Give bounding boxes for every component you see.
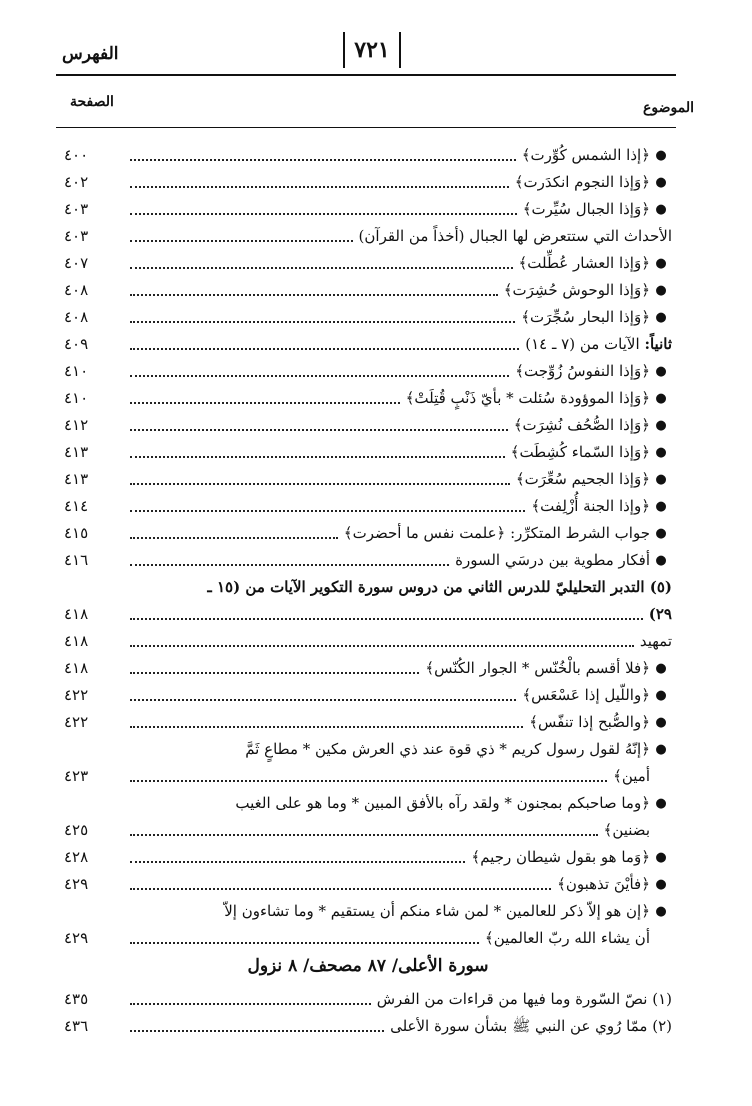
entry-text: ﴿وَإذا الموؤودة سُئلت * بأيّ ذَنْبٍ قُتِلَتْ﴾ — [405, 389, 650, 407]
entry-text: ﴿فلا أقسم بالْخُنّس * الجوار الكُنّس﴾ — [425, 659, 650, 677]
entry-page: ٤٢٥ — [64, 821, 89, 839]
entry-page: ٤١٨ — [64, 605, 89, 623]
entry-page: ٤٢٩ — [64, 929, 89, 947]
entry-text: الآيات من (٧ ـ ١٤) — [525, 335, 640, 353]
leader-dots — [130, 644, 634, 647]
entry-text: ﴿وَإذا البحار سُجِّرَت﴾ — [521, 308, 650, 326]
leader-dots — [130, 347, 519, 350]
leader-dots — [130, 725, 523, 728]
leader-dots — [130, 374, 509, 377]
toc-entry[interactable] — [64, 868, 672, 895]
entry-text: ﴿فأيْنَ تذهبون﴾ — [557, 875, 650, 893]
bullet-icon: ● — [655, 688, 667, 703]
leader-dots — [130, 941, 479, 944]
entry-text: ﴿وما صاحبكم بمجنون * ولقد رآه بالأفق المبين * وما هو على الغيب — [235, 794, 650, 812]
entry-page: ٤٠٩ — [64, 335, 89, 353]
entry-page: ٤١٠ — [64, 389, 89, 407]
entry-text: ﴿واللّيل إذا عَسْعَس﴾ — [522, 686, 650, 704]
toc-entry[interactable] — [64, 517, 672, 544]
leader-dots — [130, 239, 353, 242]
leader-dots — [130, 1002, 371, 1005]
bullet-icon: ● — [655, 526, 667, 541]
header-rule — [56, 74, 676, 76]
entry-prefix: ثانياً: — [644, 335, 672, 353]
entry-page: ٤٠٨ — [64, 308, 89, 326]
bullet-icon: ● — [655, 418, 667, 433]
bullet-icon: ● — [655, 742, 667, 757]
toc-entry[interactable] — [64, 1010, 672, 1037]
leader-dots — [130, 428, 508, 431]
leader-dots — [130, 563, 449, 566]
leader-dots — [130, 833, 598, 836]
entry-page: ٤٠٧ — [64, 254, 89, 272]
entry-page: ٤١٠ — [64, 362, 89, 380]
entry-text: ﴿وَإذا النفوسُ زُوِّجت﴾ — [515, 362, 650, 380]
page-number: ٧٢١ — [343, 32, 401, 68]
entry-text: ﴿والصُّبح إذا تنفّس﴾ — [529, 713, 650, 731]
bullet-icon: ● — [655, 850, 667, 865]
leader-dots — [130, 860, 465, 863]
entry-page: ٤١٣ — [64, 443, 89, 461]
bullet-icon: ● — [655, 553, 667, 568]
bullet-icon: ● — [655, 715, 667, 730]
toc-entry[interactable] — [64, 983, 672, 1010]
entry-page: ٤١٨ — [64, 659, 89, 677]
entry-text: ﴿وَإذا الجحيم سُعِّرَت﴾ — [515, 470, 650, 488]
bullet-icon: ● — [655, 364, 667, 379]
toc-entry[interactable] — [64, 571, 672, 625]
page-column-label: الصفحة — [70, 94, 114, 110]
leader-dots — [130, 185, 509, 188]
entry-text: ﴿وَما هو بقول شيطان رجيم﴾ — [471, 848, 650, 866]
entry-text: (٢) ممّا رُوي عن النبي ﷺ بشأن سورة الأعلى — [390, 1017, 672, 1035]
leader-dots — [130, 617, 643, 620]
toc-entry[interactable] — [64, 706, 672, 733]
leader-dots — [130, 671, 419, 674]
toc-entry[interactable] — [64, 409, 672, 436]
entry-text-continued: أمين﴾ — [613, 767, 650, 785]
entry-page: ٤٣٦ — [64, 1017, 89, 1035]
column-rule — [56, 127, 676, 128]
entry-text: ﴿وَإذا الوحوش حُشِرَت﴾ — [503, 281, 650, 299]
entry-text: ﴿وَإذا النجوم انكدَرت﴾ — [514, 173, 650, 191]
toc-entry[interactable] — [64, 895, 672, 949]
entry-text: (٥) التدبر التحليليّ للدرس الثاني من دروس سورة التكوير الآيات من (١٥ ـ — [207, 578, 672, 596]
toc-entry[interactable] — [64, 193, 672, 220]
entry-page: ٤١٨ — [64, 632, 89, 650]
entry-text: ﴿وَإذا الصُّحُف نُشِرَت﴾ — [513, 416, 650, 434]
entry-text: أفكار مطوية بين درسَي السورة — [455, 551, 650, 569]
entry-page: ٤٠٢ — [64, 173, 89, 191]
entry-page: ٤١٦ — [64, 551, 89, 569]
leader-dots — [130, 293, 498, 296]
toc-entry[interactable] — [64, 490, 672, 517]
leader-dots — [130, 698, 516, 701]
entry-text: تمهيد — [639, 632, 672, 650]
toc-entry[interactable] — [64, 382, 672, 409]
entry-page: ٤٠٨ — [64, 281, 89, 299]
bullet-icon: ● — [655, 148, 667, 163]
bullet-icon: ● — [655, 256, 667, 271]
entry-text-continued: بضنين﴾ — [603, 821, 650, 839]
toc-entry[interactable] — [64, 841, 672, 868]
leader-dots — [130, 401, 400, 404]
entry-page: ٤١٣ — [64, 470, 89, 488]
entry-page: ٤١٤ — [64, 497, 89, 515]
toc-entry[interactable] — [64, 625, 672, 652]
bullet-icon: ● — [655, 904, 667, 919]
entry-text: ﴿إن هو إلاّ ذكر للعالمين * لمن شاء منكم أن يستقيم * وما تشاءون إلاّ — [224, 902, 650, 920]
toc-entry[interactable] — [64, 301, 672, 328]
entry-text: ﴿إنّهُ لقول رسول كريم * ذي قوة عند ذي العرش مكين * مطاعٍ ثَمَّ — [245, 740, 650, 758]
entry-text: ﴿وَإذا الجبال سُيِّرت﴾ — [522, 200, 650, 218]
toc-entry[interactable] — [64, 544, 672, 571]
leader-dots — [130, 266, 513, 269]
entry-page: ٤١٥ — [64, 524, 89, 542]
bullet-icon: ● — [655, 499, 667, 514]
toc-entry[interactable] — [64, 787, 672, 841]
leader-dots — [130, 887, 551, 890]
running-title: الفهرس — [62, 44, 119, 64]
entry-text-continued: أن يشاء الله ربّ العالمين﴾ — [484, 929, 650, 947]
toc-entry[interactable] — [64, 652, 672, 679]
toc-entry[interactable] — [64, 436, 672, 463]
toc-entry[interactable] — [64, 328, 672, 355]
entry-page: ٤٣٥ — [64, 990, 89, 1008]
leader-dots — [130, 779, 607, 782]
entry-text-continued: ٢٩) — [648, 605, 672, 623]
toc-list — [64, 139, 672, 1037]
toc-entry[interactable] — [64, 463, 672, 490]
bullet-icon: ● — [655, 283, 667, 298]
entry-page: ٤٠٠ — [64, 146, 89, 164]
bullet-icon: ● — [655, 877, 667, 892]
bullet-icon: ● — [655, 310, 667, 325]
entry-text: جواب الشرط المتكرِّر: ﴿علمت نفس ما أحضرت﴾ — [343, 524, 650, 542]
toc-entry[interactable] — [64, 220, 672, 247]
leader-dots — [130, 320, 515, 323]
bullet-icon: ● — [655, 661, 667, 676]
leader-dots — [130, 1029, 384, 1032]
entry-page: ٤٠٣ — [64, 227, 89, 245]
toc-entry[interactable] — [64, 733, 672, 787]
bullet-icon: ● — [655, 391, 667, 406]
entry-page: ٤١٢ — [64, 416, 89, 434]
entry-page: ٤٠٣ — [64, 200, 89, 218]
toc-entry[interactable] — [64, 166, 672, 193]
entry-text: ﴿وإذا الجنة أُزْلِفت﴾ — [531, 497, 650, 515]
entry-text: ﴿وَإذا العشار عُطِّلت﴾ — [518, 254, 650, 272]
toc-entry[interactable] — [64, 355, 672, 382]
entry-page: ٤٢٨ — [64, 848, 89, 866]
leader-dots — [130, 536, 338, 539]
entry-page: ٤٢٢ — [64, 713, 89, 731]
leader-dots — [130, 482, 510, 485]
subject-column-label: الموضوع — [643, 100, 694, 116]
section-heading: سورة الأعلى/ ٨٧ مصحف/ ٨ نزول — [247, 956, 489, 976]
leader-dots — [130, 509, 525, 512]
bullet-icon: ● — [655, 445, 667, 460]
entry-page: ٤٢٢ — [64, 686, 89, 704]
entry-page: ٤٢٩ — [64, 875, 89, 893]
toc-entry[interactable] — [64, 139, 672, 166]
bullet-icon: ● — [655, 175, 667, 190]
entry-text: الأحداث التي ستتعرض لها الجبال (أخذاً من القرآن) — [358, 227, 672, 245]
bullet-icon: ● — [655, 202, 667, 217]
entry-text: ﴿وَإذا السّماء كُشِطَت﴾ — [510, 443, 650, 461]
toc-entry[interactable] — [64, 247, 672, 274]
toc-entry[interactable] — [64, 274, 672, 301]
bullet-icon: ● — [655, 796, 667, 811]
entry-page: ٤٢٣ — [64, 767, 89, 785]
leader-dots — [130, 455, 505, 458]
bullet-icon: ● — [655, 472, 667, 487]
leader-dots — [130, 212, 517, 215]
toc-entry[interactable] — [64, 679, 672, 706]
entry-text: (١) نصّ السّورة وما فيها من قراءات من الفرش — [376, 990, 672, 1008]
entry-text: ﴿إذا الشمس كُوِّرت﴾ — [521, 146, 650, 164]
leader-dots — [130, 158, 516, 161]
